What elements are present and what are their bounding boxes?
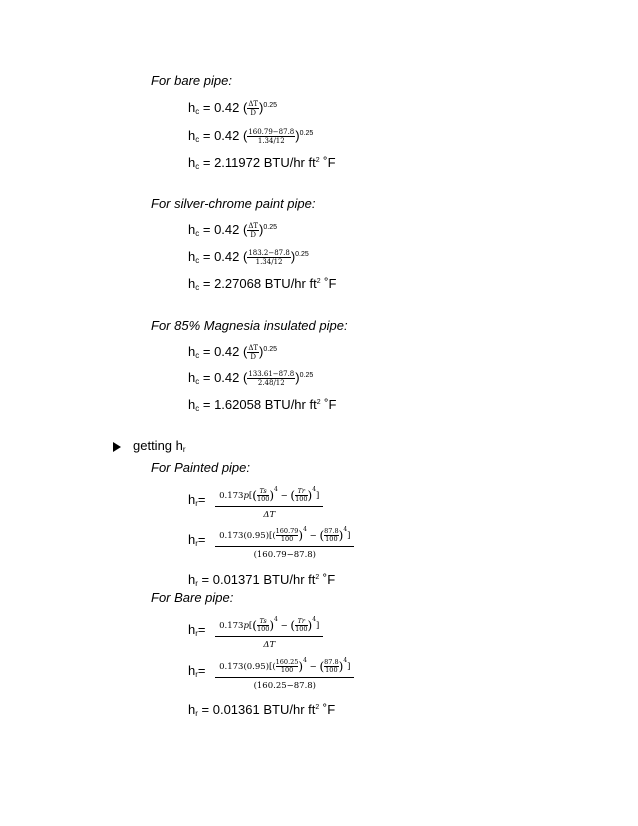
painted-pipe-heading: For Painted pipe:	[151, 460, 251, 475]
hc-result-silver: $h_c = 2.27068$ BTU/hr $ft^2$ ˚F	[188, 276, 337, 292]
hr-result-bare: $h_r = 0.01361$ BTU/hr $ft^2$ ˚F	[188, 702, 336, 718]
hc-result-magnesia: $h_c = 1.62058$ BTU/hr $ft^2$ ˚F	[188, 397, 337, 413]
hc-formula-substituted-magnesia: $h_c = 0.42$ ( $\frac{133.61-87.8}{2.48/12}$ )$^{0.25}$	[188, 370, 314, 388]
bare-pipe-hr-heading: For Bare pipe:	[151, 590, 234, 605]
hc-formula-general-magnesia: $h_c = 0.42$ ( $\frac{\Delta T}{D}$ )$^{0.25}$	[188, 344, 278, 362]
arrow-bullet-icon	[113, 442, 121, 452]
hr-formula-general-painted: $h_r=$ 0.173p[( $\frac{Ts}{100}$ )$^4$ − ( $\frac{Tr}{100}$ )$^4$] ΔT	[188, 482, 323, 521]
hc-formula-general-silver: $h_c = 0.42$ ( $\frac{\Delta T}{D}$ )$^{0.25}$	[188, 222, 278, 240]
hc-formula-substituted-bare: $h_c = 0.42$ ( $\frac{160.79-87.8}{1.34/12}$ )$^{0.25}$	[188, 128, 314, 146]
hr-formula-substituted-painted: $h_r=$ 0.173(0.95)[( $\frac{160.79}{100}$ )$^4$ − ( $\frac{87.8}{100}$ )$^4$] (160.79−87.8)	[188, 522, 354, 561]
silver-chrome-heading: For silver-chrome paint pipe:	[151, 196, 316, 211]
magnesia-heading: For 85% Magnesia insulated pipe:	[151, 318, 348, 333]
getting-hr-bullet: getting $h_r$	[113, 438, 186, 458]
hr-result-painted: $h_r = 0.01371$ BTU/hr $ft^2$ ˚F	[188, 572, 336, 588]
hc-formula-substituted-silver: $h_c = 0.42$ ( $\frac{183.2-87.8}{1.34/12}$ )$^{0.25}$	[188, 249, 309, 267]
hc-formula-general-bare: $h_c = 0.42$ ( $\frac{\Delta T}{D}$ )$^{0.25}$	[188, 100, 278, 118]
hr-formula-substituted-bare: $h_r=$ 0.173(0.95)[( $\frac{160.25}{100}$ )$^4$ − ( $\frac{87.8}{100}$ )$^4$] (160.25−87.8)	[188, 653, 354, 692]
bare-pipe-heading: For bare pipe:	[151, 73, 232, 88]
hc-result-bare: $h_c = 2.11972$ BTU/hr $ft^2$ ˚F	[188, 155, 336, 171]
hr-formula-general-bare: $h_r=$ 0.173p[( $\frac{Ts}{100}$ )$^4$ − ( $\frac{Tr}{100}$ )$^4$] ΔT	[188, 612, 323, 651]
